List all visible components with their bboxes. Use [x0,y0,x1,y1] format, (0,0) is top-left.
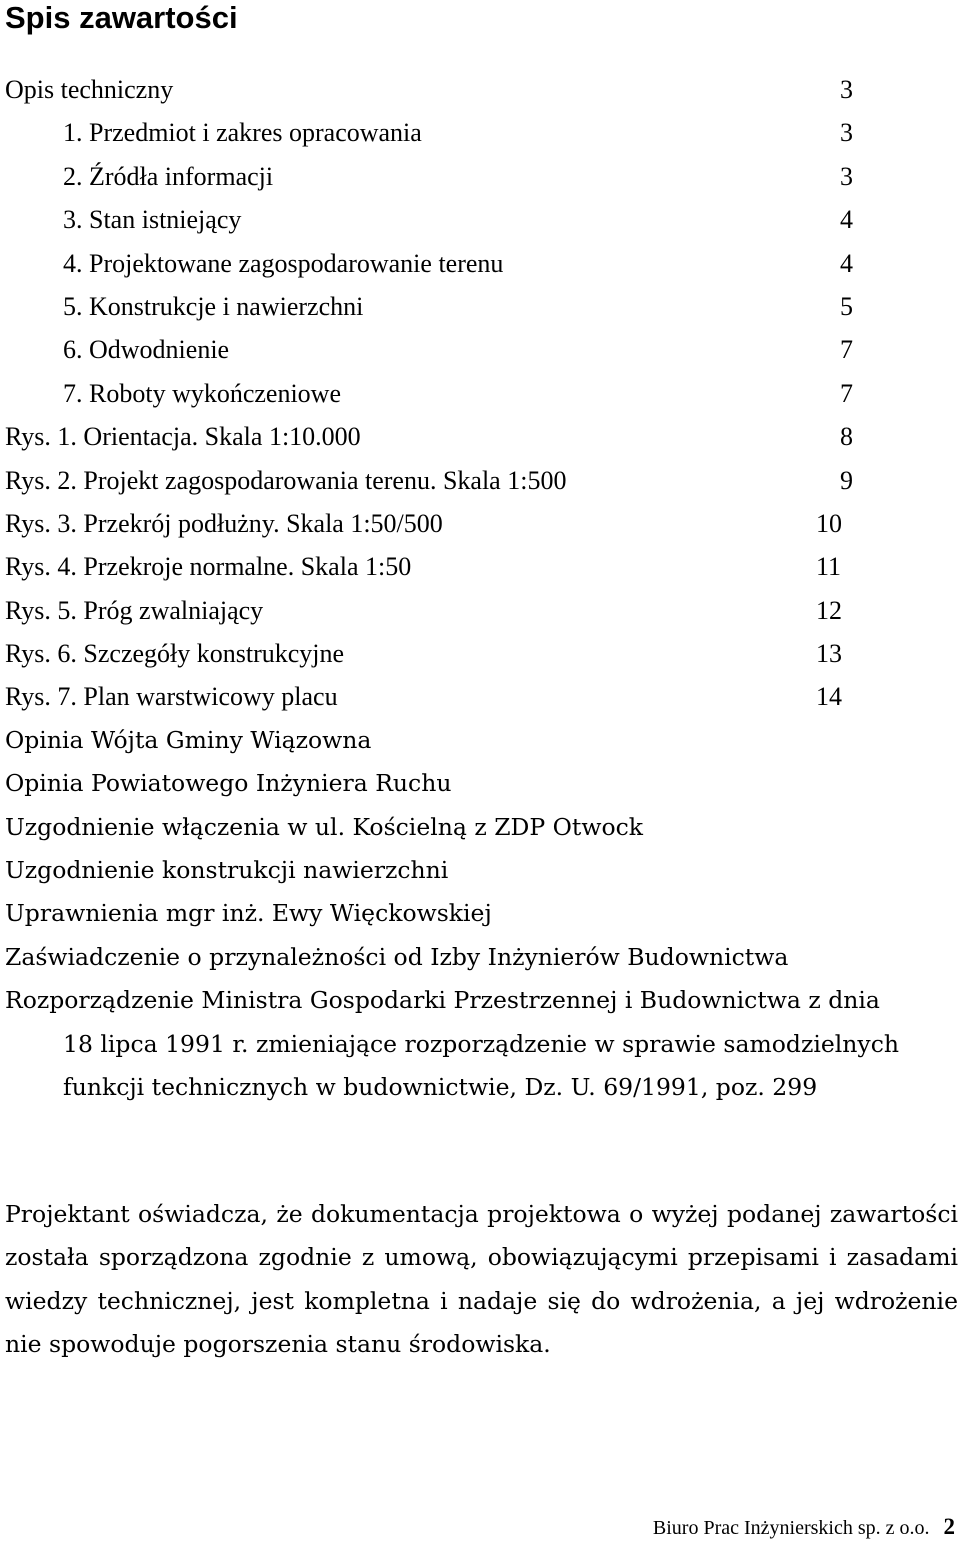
attachment-row [0,979,960,1022]
footer-page-number: 2 [943,1514,955,1539]
toc-entry-label: Rys. 1. Orientacja. Skala 1:10.000 [5,422,361,452]
attachment-row [0,762,960,805]
footer-company: Biuro Prac Inżynierskich sp. z o.o. [652,1517,930,1539]
toc-entry-label: 3. Stan istniejący [63,205,242,235]
attachment-row [0,1023,960,1066]
designer-statement: Projektant oświadcza, że dokumentacja projektowa o wyżej podanej zawartości została sporządzona zgodnie z umową, obowiązującymi przepisami i zasadami wiedzy technicznej, jest kompletna i nadaje się do wdrożenia, a jej wdrożenie nie spowoduje pogorszenia stanu środowiska. [5,1200,958,1359]
toc-entry-label: 1. Przedmiot i zakres opracowania [63,118,422,148]
toc-entry-page: 5 [840,291,853,321]
toc-row [0,502,960,545]
attachment-row [0,806,960,849]
toc-entry-label: 2. Źródła informacji [63,161,274,191]
toc-entry-page: 3 [840,75,853,104]
attachment-label: 18 lipca 1991 r. zmieniające rozporządzenie w sprawie samodzielnych [63,1029,899,1058]
attachment-row [0,849,960,892]
toc-entry-label: Rys. 6. Szczegóły konstrukcyjne [5,639,345,669]
toc-row [0,155,960,198]
toc-entry-page: 11 [816,552,842,582]
toc-entry-page: 8 [840,422,853,452]
toc-entry-page: 4 [840,248,853,278]
page-footer [653,1514,955,1541]
toc-row [0,415,960,458]
toc-row [0,328,960,371]
toc-entry-label: Rys. 7. Plan warstwicowy placu [5,682,338,712]
attachment-label: Uzgodnienie włączenia w ul. Kościelną z ZDP Otwock [5,812,644,841]
toc-entry-label: Rys. 5. Próg zwalniający [5,595,264,625]
attachment-row [0,1066,960,1109]
toc-entry-label: 6. Odwodnienie [63,335,230,365]
toc-entry-label: Opis techniczny [5,75,174,104]
toc-entry-page: 13 [816,639,842,669]
toc-row [0,372,960,415]
attachment-row [0,936,960,979]
toc-entry-page: 12 [816,595,842,625]
attachment-label: Uzgodnienie konstrukcji nawierzchni [5,856,449,885]
attachment-label: Opinia Powiatowego Inżyniera Ruchu [5,769,452,798]
attachment-label: Rozporządzenie Ministra Gospodarki Przestrzennej i Budownictwa z dnia [5,986,880,1015]
toc-entry-label: 4. Projektowane zagospodarowanie terenu [63,248,504,278]
toc-row [0,589,960,632]
page-title: Spis zawartości [5,0,238,35]
attachment-label: Opinia Wójta Gminy Wiązowna [5,725,372,754]
toc-entry-page: 9 [840,465,853,495]
table-of-contents [0,68,960,1109]
attachment-label: Uprawnienia mgr inż. Ewy Więckowskiej [5,899,492,928]
attachment-label: funkcji technicznych w budownictwie, Dz. U. 69/1991, poz. 299 [63,1072,818,1101]
toc-entry-label: Rys. 4. Przekroje normalne. Skala 1:50 [5,552,412,582]
toc-entry-page: 7 [840,378,853,408]
toc-entry-page: 3 [840,118,853,148]
toc-entry-page: 7 [840,335,853,365]
toc-row [0,632,960,675]
toc-entry-label: 7. Roboty wykończeniowe [63,378,342,408]
attachment-row [0,892,960,935]
toc-entry-page: 3 [840,161,853,191]
toc-entry-label: Rys. 3. Przekrój podłużny. Skala 1:50/500 [5,508,443,538]
toc-entry-page: 10 [816,508,842,538]
attachment-label: Zaświadczenie o przynależności od Izby Inżynierów Budownictwa [5,942,789,971]
toc-row [0,242,960,285]
toc-entry-page: 4 [840,205,853,235]
toc-row [0,285,960,328]
toc-entry-label: 5. Konstrukcje i nawierzchni [63,291,364,321]
toc-row [0,68,960,111]
toc-entry-label: Rys. 2. Projekt zagospodarowania terenu. Skala 1:500 [5,465,567,495]
toc-row [0,545,960,588]
attachment-row [0,719,960,762]
toc-row [0,198,960,241]
toc-row [0,111,960,154]
toc-entry-page: 14 [816,682,842,712]
toc-row [0,459,960,502]
toc-row [0,675,960,718]
